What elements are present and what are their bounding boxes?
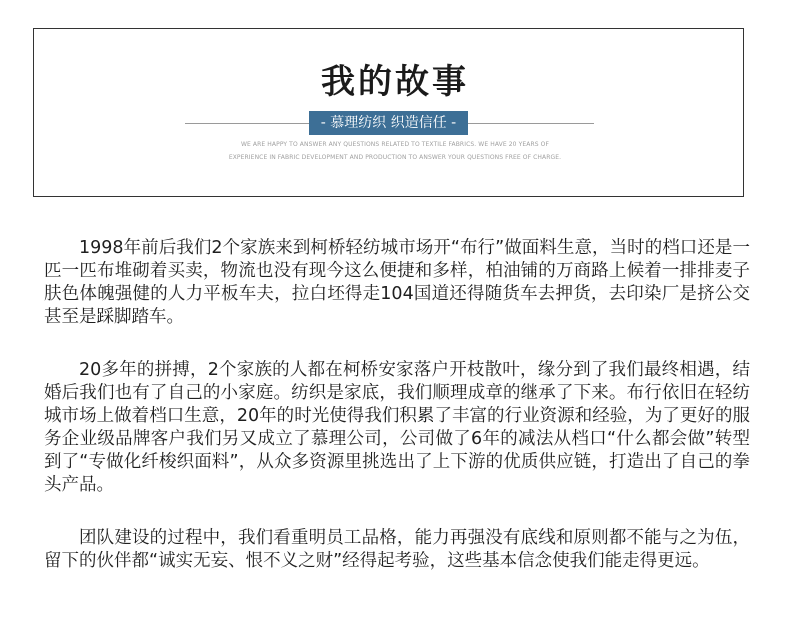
story-paragraph-2: 20多年的拼搏，2个家族的人都在柯桥安家落户开枝散叶，缘分到了我们最终相遇，结婚后我们也有了自己的小家庭。纺织是家底，我们顺理成章的继承了下来。布行依旧在轻纺城市场上做着档口生意，20年的时光使得我们积累了丰富的行业资源和经验，为了更好的服务企业级品牌客户我们另又成立了慕理公司，公司做了6年的减法从档口“什么都会做”转型到了“专做化纤梭织面料”，从众多资源里挑选出了上下游的优质供应链，打造出了自己的拳头产品。 bbox=[44, 360, 750, 495]
subtitle-divider-left bbox=[185, 123, 309, 124]
story-paragraph-3: 团队建设的过程中，我们看重明员工品格，能力再强没有底线和原则都不能与之为伍，留下的伙伴都“诚实无妄、恨不义之财”经得起考验，这些基本信念使我们能走得更远。 bbox=[44, 528, 750, 571]
english-tagline-line-1: WE ARE HAPPY TO ANSWER ANY QUESTIONS RELATED TO TEXTILE FABRICS. WE HAVE 20 YEARS OF bbox=[240, 141, 550, 148]
page-title: 我的故事 bbox=[321, 62, 469, 102]
english-tagline-line-2: EXPERIENCE IN FABRIC DEVELOPMENT AND PRODUCTION TO ANSWER YOUR QUESTIONS FREE OF CHARGE. bbox=[228, 154, 562, 161]
story-paragraph-1: 1998年前后我们2个家族来到柯桥轻纺城市场开“布行”做面料生意，当时的档口还是一匹一匹布堆砌着买卖，物流也没有现今这么便捷和多样，柏油铺的万商路上候着一排排麦子肤色体魄强健的人力平板车夫，拉白坯得走104国道还得随货车去押货，去印染厂是挤公交甚至是踩脚踏车。 bbox=[44, 238, 750, 327]
story-body bbox=[44, 237, 750, 603]
subtitle-divider-right bbox=[468, 123, 594, 124]
subtitle-badge: - 慕理纺织 织造信任 - bbox=[309, 111, 468, 135]
